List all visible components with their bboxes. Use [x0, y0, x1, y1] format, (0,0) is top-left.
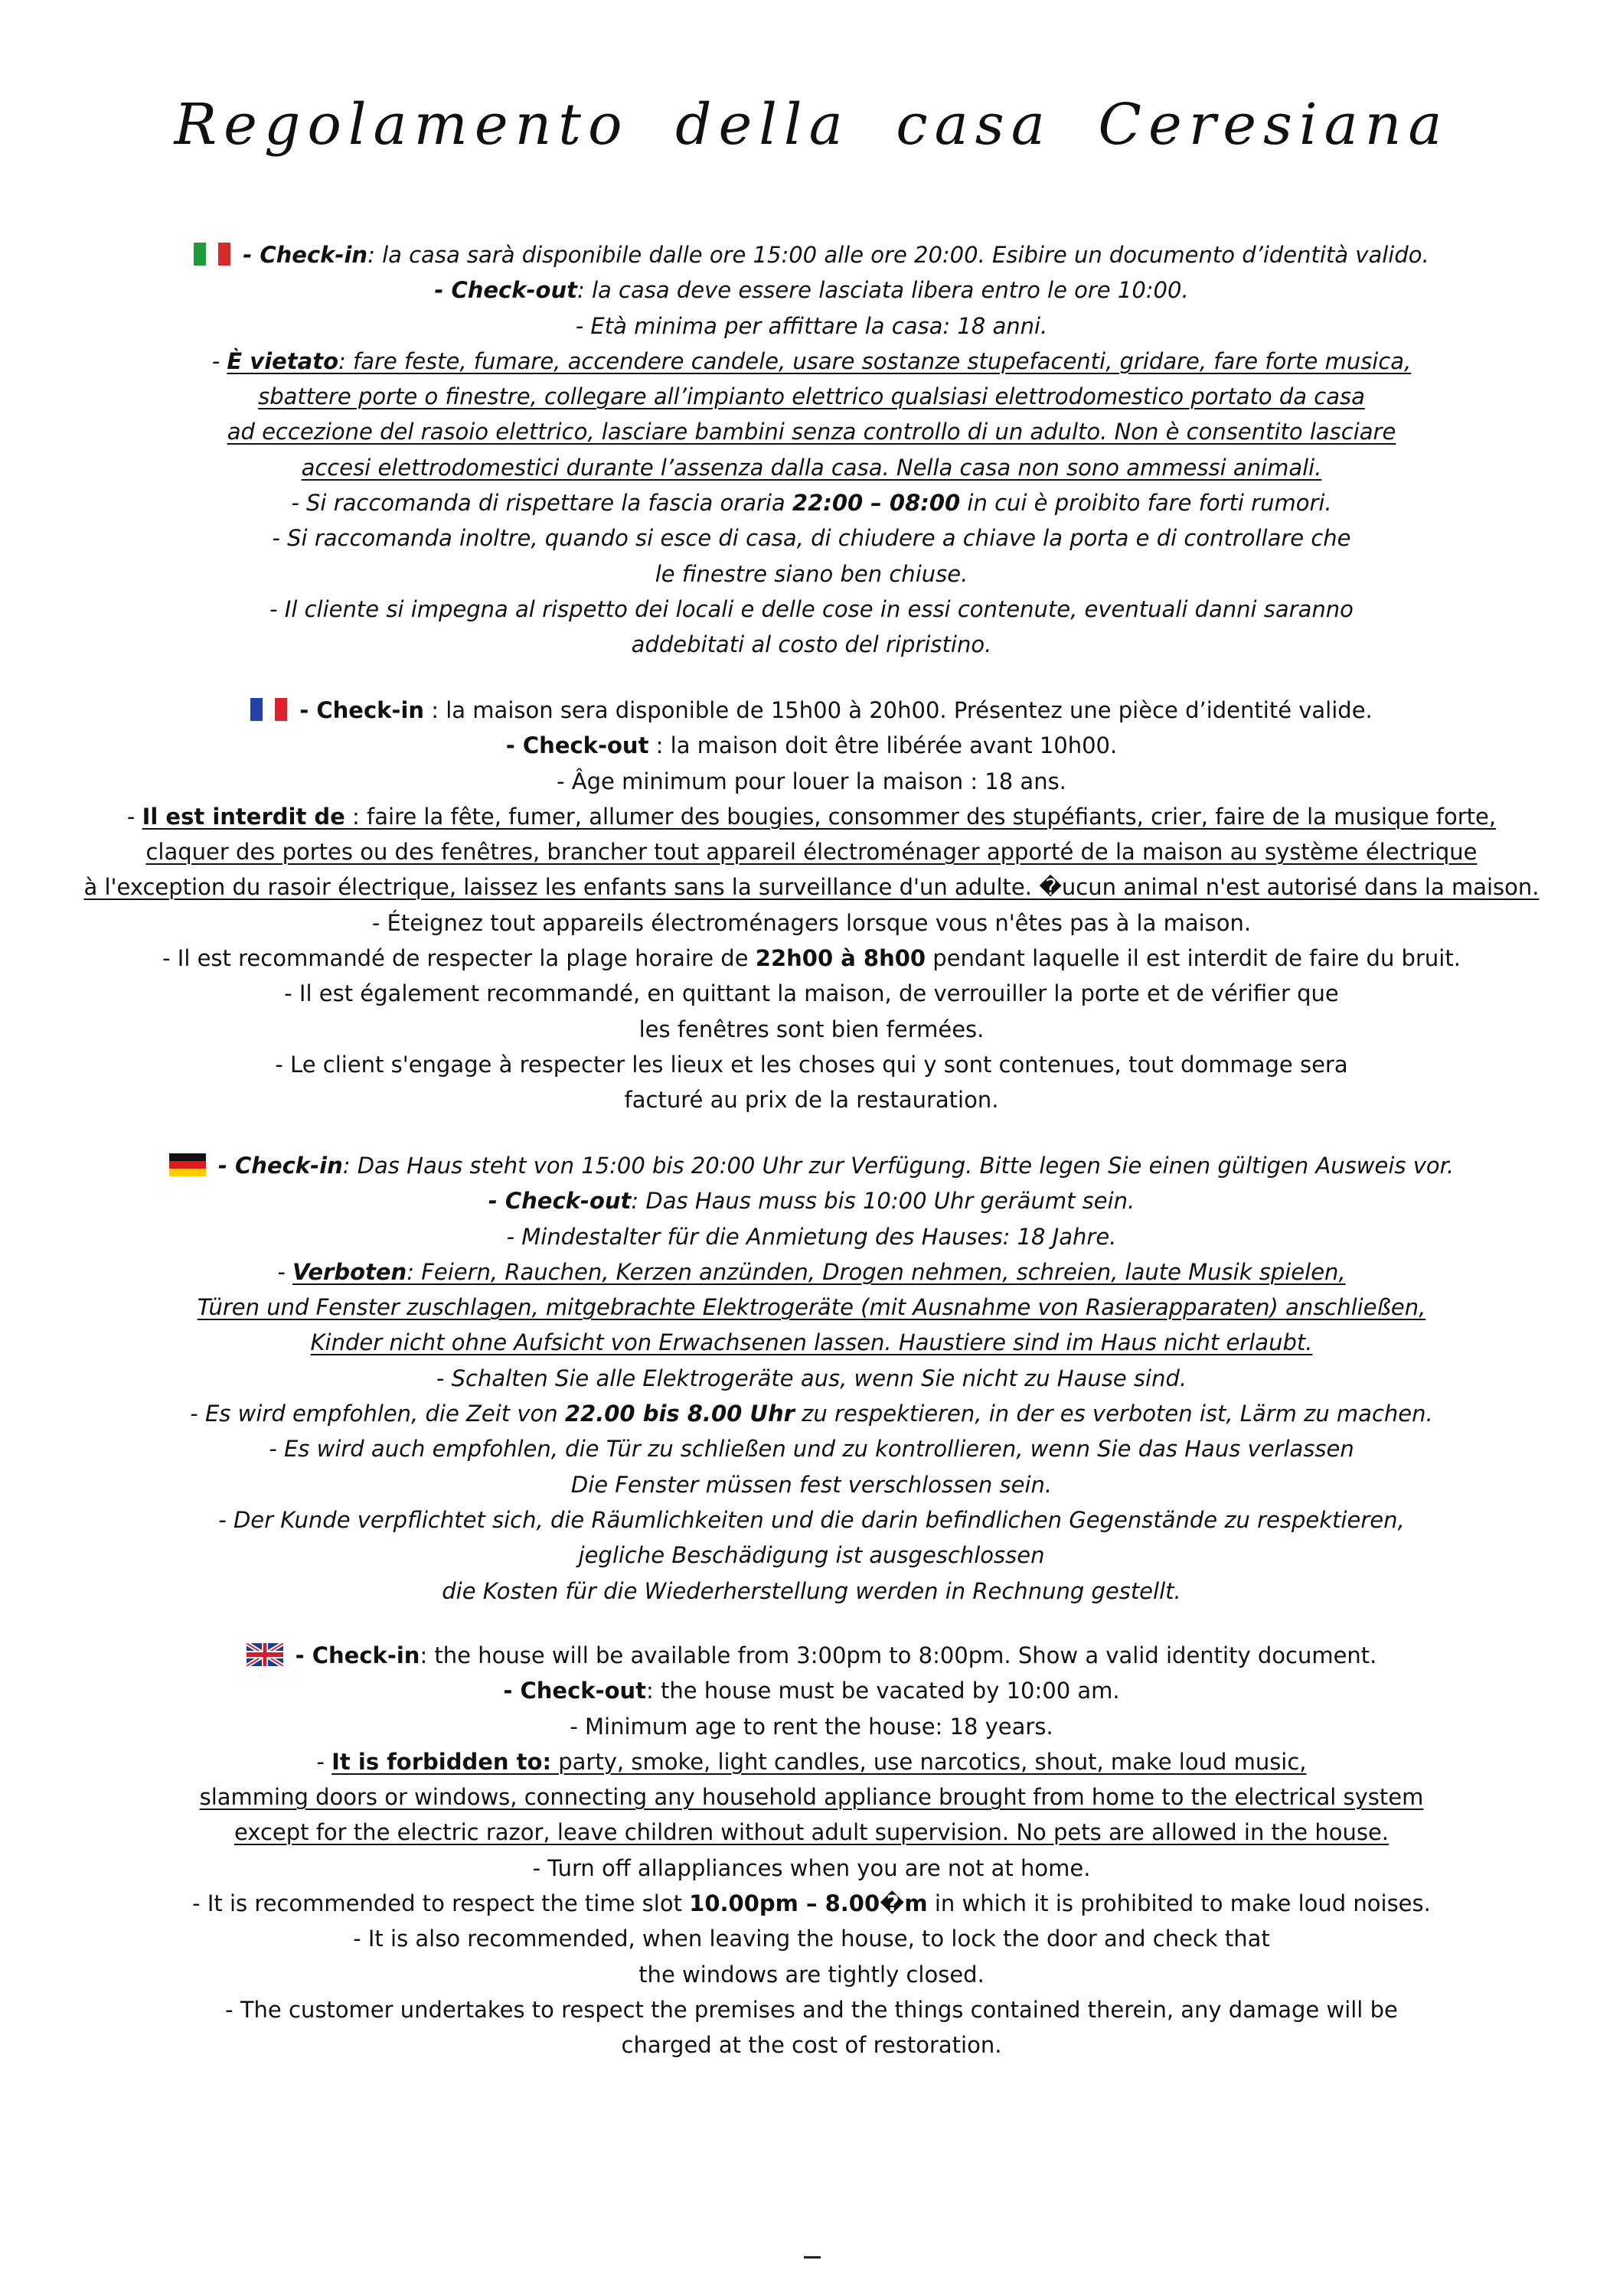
rule-line — [46, 1744, 1577, 1779]
rule-text: the windows are tightly closed. — [638, 1961, 985, 1988]
rule-text: zu respektieren, in der es verboten ist, Lärm zu machen. — [794, 1401, 1433, 1427]
rule-text: : la maison doit être libérée avant 10h00. — [648, 732, 1118, 759]
rule-line — [46, 1467, 1577, 1502]
rule-text: 22:00 – 08:00 — [792, 490, 961, 517]
rule-text: - Si raccomanda di rispettare la fascia oraria — [291, 490, 792, 517]
rule-line — [46, 1851, 1577, 1886]
rule-text: le finestre siano ben chiuse. — [655, 560, 968, 587]
rule-text: Türen und Fenster zuschlagen, mitgebrachte Elektrogeräte (mit Ausnahme von Rasierapparaten) anschließen, — [197, 1294, 1426, 1321]
rule-text: - Si raccomanda inoltre, quando si esce di casa, di chiudere a chiave la porta e di controllare che — [272, 525, 1351, 552]
rule-text: - Check-in — [295, 1642, 420, 1668]
rule-text: Verboten — [292, 1258, 407, 1285]
italy-flag-icon — [194, 240, 230, 263]
rule-line — [46, 1325, 1577, 1360]
rule-line — [46, 834, 1577, 869]
rule-line — [46, 379, 1577, 414]
rule-text: in which it is prohibited to make loud noises. — [927, 1890, 1431, 1917]
rule-text: die Kosten für die Wiederherstellung werden in Rechnung gestellt. — [442, 1577, 1181, 1604]
rule-text: : the house must be vacated by 10:00 am. — [646, 1678, 1120, 1704]
rule-text: - It is also recommended, when leaving the house, to lock the door and check that — [353, 1926, 1270, 1952]
rule-line — [46, 1957, 1577, 1992]
rule-line — [46, 308, 1577, 344]
rule-text: 10.00pm – 8.00�m — [689, 1890, 928, 1917]
rule-line — [46, 592, 1577, 627]
rule-text: addebitati al costo del ripristino. — [631, 631, 992, 658]
germany-flag-icon — [169, 1151, 206, 1174]
rule-line — [46, 1992, 1577, 2027]
rule-text: - Turn off allappliances when you are not at home. — [532, 1854, 1091, 1881]
rule-text: party, smoke, light candles, use narcotics, shout, make loud music, — [551, 1748, 1307, 1775]
rule-line — [46, 1082, 1577, 1117]
rule-text: - It is recommended to respect the time slot — [192, 1890, 690, 1917]
rule-text: - Età minima per affittare la casa: 18 anni. — [575, 312, 1048, 339]
rule-text: : la casa sarà disponibile dalle ore 15:00 alle ore 20:00. Esibire un documento d’identità valido. — [367, 242, 1429, 268]
rule-line — [46, 485, 1577, 520]
section-italian — [46, 237, 1577, 663]
rule-text: pendant laquelle il est interdit de faire du bruit. — [926, 945, 1461, 972]
rule-line — [46, 728, 1577, 763]
rule-line — [46, 1538, 1577, 1573]
rule-text: Die Fenster müssen fest verschlossen sein. — [570, 1471, 1053, 1498]
rule-text: - — [211, 347, 227, 374]
rule-text: - Check-in — [243, 242, 368, 268]
rule-text: : la casa deve essere lasciata libera entro le ore 10:00. — [577, 277, 1189, 304]
rule-line — [46, 1502, 1577, 1538]
rule-text: : fare feste, fumare, accendere candele, usare sostanze stupefacenti, gridare, fare forte musica, — [338, 347, 1412, 374]
rule-text: accesi elettrodomestici durante l’assenza dalla casa. Nella casa non sono ammessi animali. — [301, 454, 1322, 481]
rule-line — [46, 1921, 1577, 1956]
page-mark — [804, 2256, 821, 2258]
rule-text: : faire la fête, fumer, allumer des bougies, consommer des stupéfiants, crier, faire de la musique forte, — [345, 803, 1497, 830]
rule-text: - Check-out — [503, 1678, 647, 1704]
rule-line — [46, 869, 1577, 905]
rule-line — [46, 1254, 1577, 1290]
rule-line — [46, 1183, 1577, 1218]
rule-line — [46, 1396, 1577, 1431]
rule-line — [46, 799, 1577, 834]
rule-text: - — [316, 1748, 332, 1775]
rule-line — [46, 1219, 1577, 1254]
rule-text: - Der Kunde verpflichtet sich, die Räumlichkeiten und die darin befindlichen Gegenstände zu respektieren, — [218, 1506, 1405, 1533]
rule-line — [46, 693, 1577, 728]
rule-text: - Mindestalter für die Anmietung des Hauses: 18 Jahre. — [506, 1223, 1117, 1250]
rule-text: : Feiern, Rauchen, Kerzen anzünden, Drogen nehmen, schreien, laute Musik spielen, — [407, 1258, 1346, 1285]
rule-text: - Check-out — [488, 1188, 632, 1215]
rule-text: - Check-in — [217, 1153, 343, 1179]
rule-line — [46, 272, 1577, 308]
rule-text: - Schalten Sie alle Elektrogeräte aus, wenn Sie nicht zu Hause sind. — [436, 1365, 1187, 1391]
rule-line — [46, 2027, 1577, 2063]
rule-line — [46, 1638, 1577, 1673]
rule-line — [46, 764, 1577, 799]
rule-line — [46, 1779, 1577, 1815]
rule-line — [46, 1886, 1577, 1921]
rule-line — [46, 1047, 1577, 1082]
rule-text: les fenêtres sont bien fermées. — [638, 1016, 985, 1042]
rule-text: : the house will be available from 3:00pm to 8:00pm. Show a valid identity document. — [420, 1642, 1377, 1668]
rule-text: : Das Haus muss bis 10:00 Uhr geräumt sein. — [631, 1188, 1135, 1215]
rule-text: - Il est également recommandé, en quittant la maison, de verrouiller la porte et de vérifier que — [284, 980, 1339, 1007]
section-german — [46, 1148, 1577, 1609]
rule-text: : la maison sera disponible de 15h00 à 20h00. Présentez une pièce d’identité valide. — [424, 697, 1373, 723]
rule-text: - Il est recommandé de respecter la plage horaire de — [162, 945, 756, 972]
rule-line — [46, 1148, 1577, 1183]
rule-text: 22.00 bis 8.00 Uhr — [564, 1401, 795, 1427]
france-flag-icon — [250, 696, 287, 719]
rule-line — [46, 1574, 1577, 1609]
rule-line — [46, 905, 1577, 941]
rule-text: charged at the cost of restoration. — [621, 2032, 1002, 2059]
rule-text: 22h00 à 8h00 — [755, 945, 926, 972]
rule-line — [46, 414, 1577, 449]
rule-line — [46, 1361, 1577, 1396]
rule-line — [46, 976, 1577, 1011]
rule-line — [46, 556, 1577, 592]
rule-line — [46, 1290, 1577, 1325]
rule-line — [46, 520, 1577, 556]
rule-text: It is forbidden to: — [331, 1748, 552, 1775]
rule-text: slamming doors or windows, connecting any household appliance brought from home to the electrical system — [199, 1784, 1424, 1811]
rule-line — [46, 450, 1577, 485]
page-title: Regolamento della casa Ceresiana — [174, 92, 1449, 158]
rule-text: : Das Haus steht von 15:00 bis 20:00 Uhr zur Verfügung. Bitte legen Sie einen gültigen Ausweis vor. — [342, 1153, 1455, 1179]
section-french — [46, 693, 1577, 1118]
rule-text: sbattere porte o finestre, collegare all’impianto elettrico qualsiasi elettrodomestico portato da casa — [258, 383, 1365, 410]
rule-text: - Minimum age to rent the house: 18 years. — [570, 1713, 1053, 1740]
rule-text: except for the electric razor, leave children without adult supervision. No pets are allowed in the house. — [233, 1819, 1390, 1846]
rule-text: claquer des portes ou des fenêtres, brancher tout appareil électroménager apporté de la maison au système électrique — [145, 839, 1478, 866]
rule-text: - Es wird empfohlen, die Zeit von — [190, 1401, 565, 1427]
rule-text: - Es wird auch empfohlen, die Tür zu schließen und zu kontrollieren, wenn Sie das Haus verlassen — [269, 1436, 1354, 1463]
rule-text: - Il cliente si impegna al rispetto dei locali e delle cose in essi contenute, eventuali danni saranno — [269, 595, 1354, 622]
rule-line — [46, 344, 1577, 379]
rule-text: - Le client s'engage à respecter les lieux et les choses qui y sont contenues, tout dommage sera — [275, 1051, 1348, 1078]
rule-text: - Check-out — [434, 277, 577, 304]
rule-text: - Check-in — [299, 697, 425, 723]
rule-line — [46, 1673, 1577, 1708]
rule-text: Il est interdit de — [142, 803, 345, 830]
rule-text: à l'exception du rasoir électrique, laissez les enfants sans la surveillance d'un adulte. �ucun animal n'est autorisé dans la maison. — [83, 874, 1540, 901]
rule-text: - Check-out — [505, 732, 649, 759]
rule-line — [46, 627, 1577, 662]
rule-text: - — [277, 1258, 293, 1285]
uk-flag-icon — [247, 1641, 283, 1664]
rule-text: - — [126, 803, 142, 830]
rule-text: jegliche Beschädigung ist ausgeschlossen — [578, 1542, 1045, 1569]
rule-line — [46, 1709, 1577, 1744]
rule-text: - Âge minimum pour louer la maison : 18 ans. — [557, 768, 1066, 794]
rule-line — [46, 1012, 1577, 1047]
rule-text: in cui è proibito fare forti rumori. — [960, 490, 1332, 517]
rule-line — [46, 237, 1577, 272]
rule-text: ad eccezione del rasoio elettrico, lasciare bambini senza controllo di un adulto. Non è consentito lasciare — [227, 419, 1396, 445]
rule-text: - The customer undertakes to respect the premises and the things contained therein, any damage will be — [225, 1996, 1398, 2023]
rule-text: Kinder nicht ohne Aufsicht von Erwachsenen lassen. Haustiere sind im Haus nicht erlaubt. — [310, 1329, 1313, 1356]
section-english — [46, 1638, 1577, 2063]
rule-text: È vietato — [227, 347, 339, 374]
rule-text: - Éteignez tout appareils électroménagers lorsque vous n'êtes pas à la maison. — [371, 909, 1252, 936]
rule-text: facturé au prix de la restauration. — [624, 1087, 999, 1114]
rule-line — [46, 1815, 1577, 1850]
rule-line — [46, 941, 1577, 976]
rule-line — [46, 1431, 1577, 1466]
